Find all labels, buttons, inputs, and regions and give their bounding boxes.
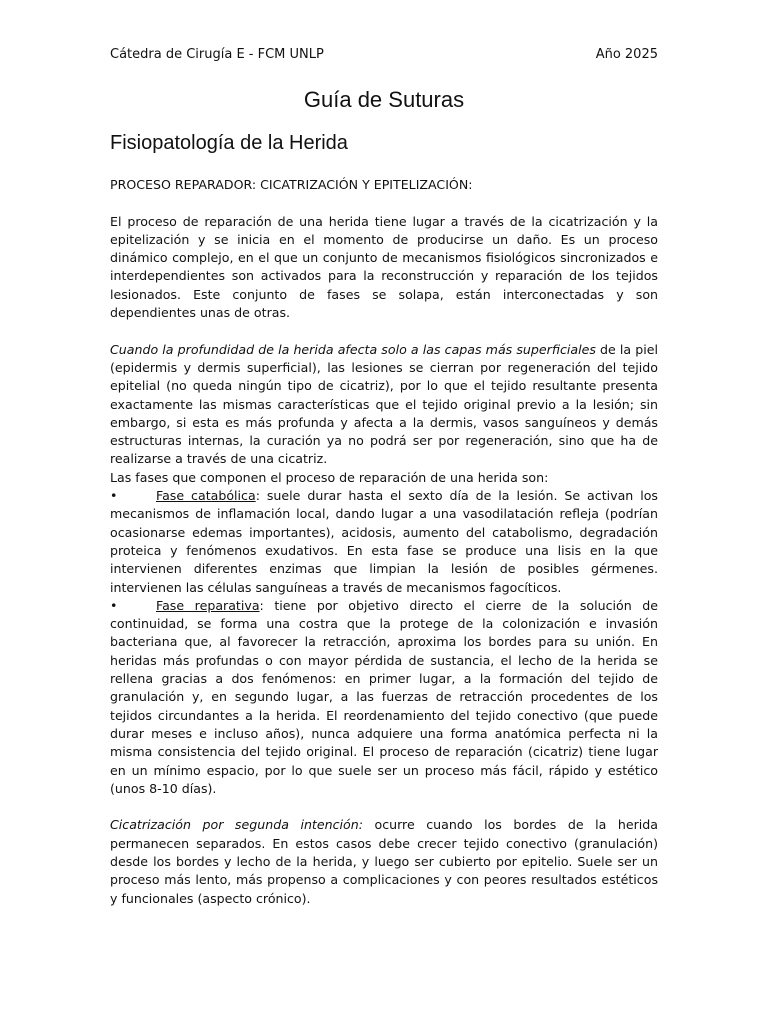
bullet-term: Fase reparativa bbox=[156, 597, 260, 613]
section-title: Fisiopatología de la Herida bbox=[110, 132, 348, 154]
paragraph-text: ocurre cuando los bordes de la herida permanecen separados. En estos casos debe crecer tejido conectivo (granulación) desde los bordes y lecho de la herida, y luego ser cubierto por epitelio. Suele ser un proceso más lento, más propenso a complicaciones y con peores resultados estéticos y funcionales (aspecto crónico). bbox=[110, 817, 659, 906]
bullet-term: Fase catabólica bbox=[156, 488, 256, 504]
document-title: Guía de Suturas bbox=[303, 87, 465, 112]
bullet-marker: • bbox=[110, 597, 118, 613]
italic-lead: Cicatrización por segunda intención: bbox=[110, 817, 363, 833]
paragraph-text: de la piel (epidermis y dermis superficial), las lesiones se cierran por regeneración del tejido epitelial (no queda ningún tipo de cicatriz), por lo que el tejido resultante presenta exactamente las mismas características que el tejido original previo a la lesión; sin embargo, si esta es más profunda y afecta a la dermis, vasos sanguíneos y demás estructuras internas, la curación ya no podrá ser por regeneración, sino que ha de realizarse a través de una cicatriz. bbox=[110, 341, 658, 467]
page-header bbox=[110, 47, 658, 63]
phases-intro: Las fases que componen el proceso de reparación de una herida son: bbox=[110, 469, 549, 485]
bullet-reparative bbox=[110, 597, 658, 798]
italic-lead: Cuando la profundidad de la herida afecta solo a las capas más superficiales bbox=[110, 341, 596, 357]
bullet-text: : tiene por objetivo directo el cierre de la solución de continuidad, se forma una costra que la protege de la colonización e invasión bacteriana que, al favorecer la retracción, aproxima los bordes para su unión. En heridas más profundas o con mayor pérdida de sustancia, el lecho de la herida se rellena gracias a dos fenómenos: en primer lugar, a la formación del tejido de granulación y, en segundo lugar, a las fuerzas de retracción procedentes de los tejidos circundantes a la herida. El reordenamiento del tejido conectivo (que puede durar meses e incluso años), nunca adquiere una forma anatómica perfecta ni la misma consistencia del tejido original. El proceso de reparación (cicatriz) tiene lugar en un mínimo espacio, por lo que suele ser un proceso más fácil, rápido y estético (unos 8-10 días). bbox=[110, 597, 658, 796]
bullet-catabolic bbox=[110, 487, 658, 597]
bullet-marker: • bbox=[110, 488, 118, 504]
paragraph-second-intention bbox=[110, 816, 658, 907]
document-body bbox=[110, 176, 658, 908]
paragraph-intro: El proceso de reparación de una herida tiene lugar a través de la cicatrización y la epitelización y se inicia en el momento de producirse un daño. Es un proceso dinámico complejo, en el que un conjunto de mecanismos fisiológicos sincronizados e interdependientes son activados para la reconstrucción y reparación de los tejidos lesionados. Este conjunto de fases se solapa, están interconectadas y son dependientes unas de otras. bbox=[110, 213, 658, 321]
bullet-text: : suele durar hasta el sexto día de la lesión. Se activan los mecanismos de inflamación local, dando lugar a una vasodilatación refleja (podrían ocasionarse edemas importantes), acidosis, aumento del catabolismo, degradación proteica y fenómenos exudativos. En esta fase se produce una lisis en la que intervienen diferentes enzimas que limpian la lesión de posibles gérmenes. intervienen las células sanguíneas a través de mecanismos fagocíticos. bbox=[110, 488, 658, 595]
header-year: Año 2025 bbox=[595, 47, 658, 62]
header-institution: Cátedra de Cirugía E - FCM UNLP bbox=[110, 47, 324, 62]
paragraph-regeneration bbox=[110, 341, 658, 469]
section-heading: PROCESO REPARADOR: CICATRIZACIÓN Y EPITELIZACIÓN: bbox=[110, 177, 473, 192]
